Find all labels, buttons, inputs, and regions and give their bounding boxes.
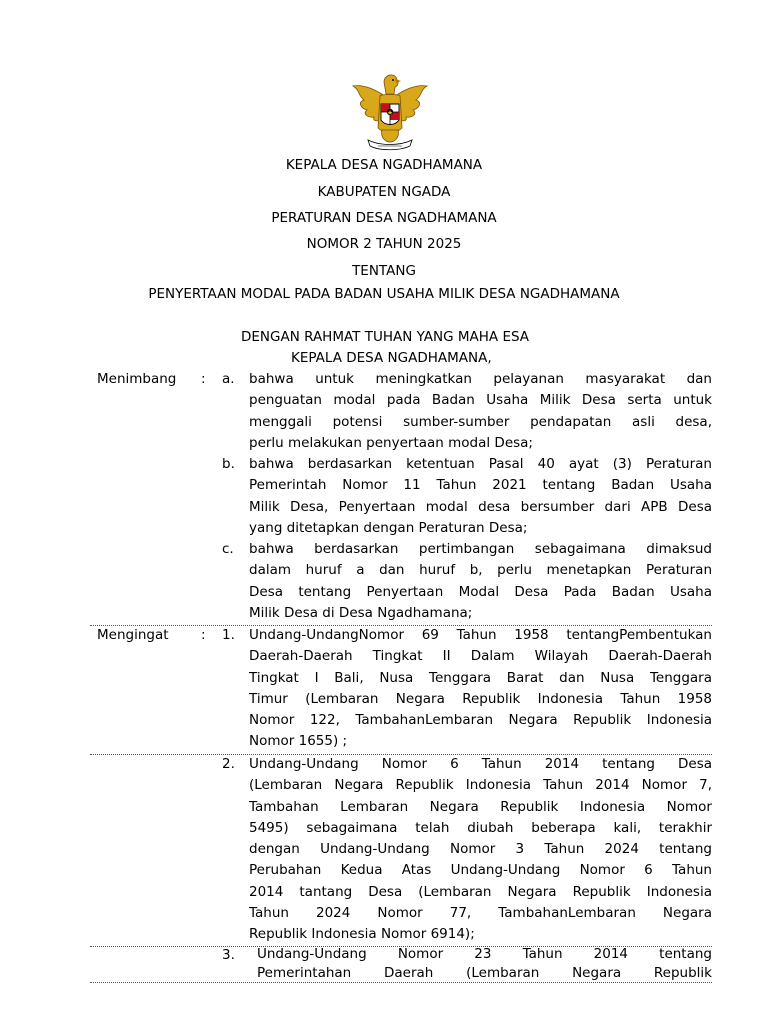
text-line: Undang-Undang Nomor 6 Tahun 2014 tentang Desa [249,756,712,772]
mengingat-item-1-mark: 1. [222,627,235,643]
garuda-emblem-icon [350,70,430,152]
text-line: Timur (Lembaran Negara Republik Indonesia Tahun 1958 [249,690,712,707]
text-line: Undang-Undang Nomor 23 Tahun 2014 tentang [257,946,712,962]
mengingat-item-3-mark: 3. [222,947,235,963]
text-line: Milik Desa di Desa Ngadhamana; [249,604,473,621]
text-line: Pemerintah Nomor 11 Tahun 2021 tentang Badan Usaha [249,477,712,494]
text-line: Perubahan Kedua Atas Undang-Undang Nomor 6 Tahun [249,862,712,879]
mengingat-item-2-mark: 2. [222,756,235,772]
text-line: Tahun 2024 Nomor 77, TambahanLembaran Negara [249,905,712,922]
text-line: bahwa untuk meningkatkan pelayanan masyarakat dan [249,371,712,387]
menimbang-item-a [249,369,712,454]
preamble-line-1: DENGAN RAHMAT TUHAN YANG MAHA ESA [241,329,530,345]
text-line: Daerah-Daerah Tingkat II Dalam Wilayah Daerah-Daerah [249,648,712,665]
text-line: perlu melakukan penyertaan modal Desa; [249,434,533,451]
menimbang-label: Menimbang [97,371,177,387]
mengingat-label: Mengingat [97,627,169,643]
menimbang-colon: : [201,371,206,387]
text-line: Nomor 122, TambahanLembaran Negara Republik Indonesia [249,712,712,729]
title-line-2: KABUPATEN NGADA [317,184,451,200]
menimbang-item-c [249,539,712,624]
text-line: 2014 tantang Desa (Lembaran Negara Republik Indonesia [249,883,712,900]
text-line: 5495) sebagaimana telah diubah beberapa kali, terakhir [249,819,712,836]
menimbang-item-b [249,454,712,539]
text-line: Desa tentang Penyertaan Modal Desa Pada Badan Usaha [249,583,712,600]
text-line: (Lembaran Negara Republik Indonesia Tahun 2014 Nomor 7, [249,777,712,794]
menimbang-item-a-mark: a. [222,371,235,387]
text-line: penguatan modal pada Badan Usaha Milik Desa serta untuk [249,392,712,409]
item-divider [90,982,712,983]
menimbang-item-c-mark: c. [222,541,234,557]
text-line: Undang-UndangNomor 69 Tahun 1958 tentangPembentukan [249,627,712,643]
title-line-5: TENTANG [352,263,416,279]
text-line: Pemerintahan Daerah (Lembaran Negara Republik [257,965,712,981]
text-line: dalam huruf a dan huruf b, perlu menetapkan Peraturan [249,562,712,579]
mengingat-item-2 [249,754,712,946]
text-line: menggali potensi sumber-sumber pendapatan asli desa, [249,413,712,430]
title-line-6: PENYERTAAN MODAL PADA BADAN USAHA MILIK DESA NGADHAMANA [148,286,620,302]
text-line: bahwa berdasarkan pertimbangan sebagaimana dimaksud [249,541,712,557]
menimbang-item-b-mark: b. [222,456,235,472]
text-line: Tambahan Lembaran Negara Republik Indonesia Nomor [249,798,712,815]
mengingat-item-3 [257,945,712,983]
text-line: Nomor 1655) ; [249,733,348,750]
mengingat-item-1 [249,625,712,753]
text-line: dengan Undang-Undang Nomor 3 Tahun 2024 tentang [249,841,712,858]
title-line-3: PERATURAN DESA NGADHAMANA [271,210,497,226]
text-line: bahwa berdasarkan ketentuan Pasal 40 ayat (3) Peraturan [249,456,712,472]
mengingat-colon: : [201,627,206,643]
text-line: Republik Indonesia Nomor 6914); [249,926,475,943]
text-line: Tingkat I Bali, Nusa Tenggara Barat dan Nusa Tenggara [249,669,712,686]
text-line: yang ditetapkan dengan Peraturan Desa; [249,519,528,536]
text-line: Milik Desa, Penyertaan modal desa bersumber dari APB Desa [249,498,712,515]
preamble-line-2: KEPALA DESA NGADHAMANA, [291,350,492,366]
title-line-1: KEPALA DESA NGADHAMANA [285,157,483,173]
title-line-4: NOMOR 2 TAHUN 2025 [306,236,462,252]
